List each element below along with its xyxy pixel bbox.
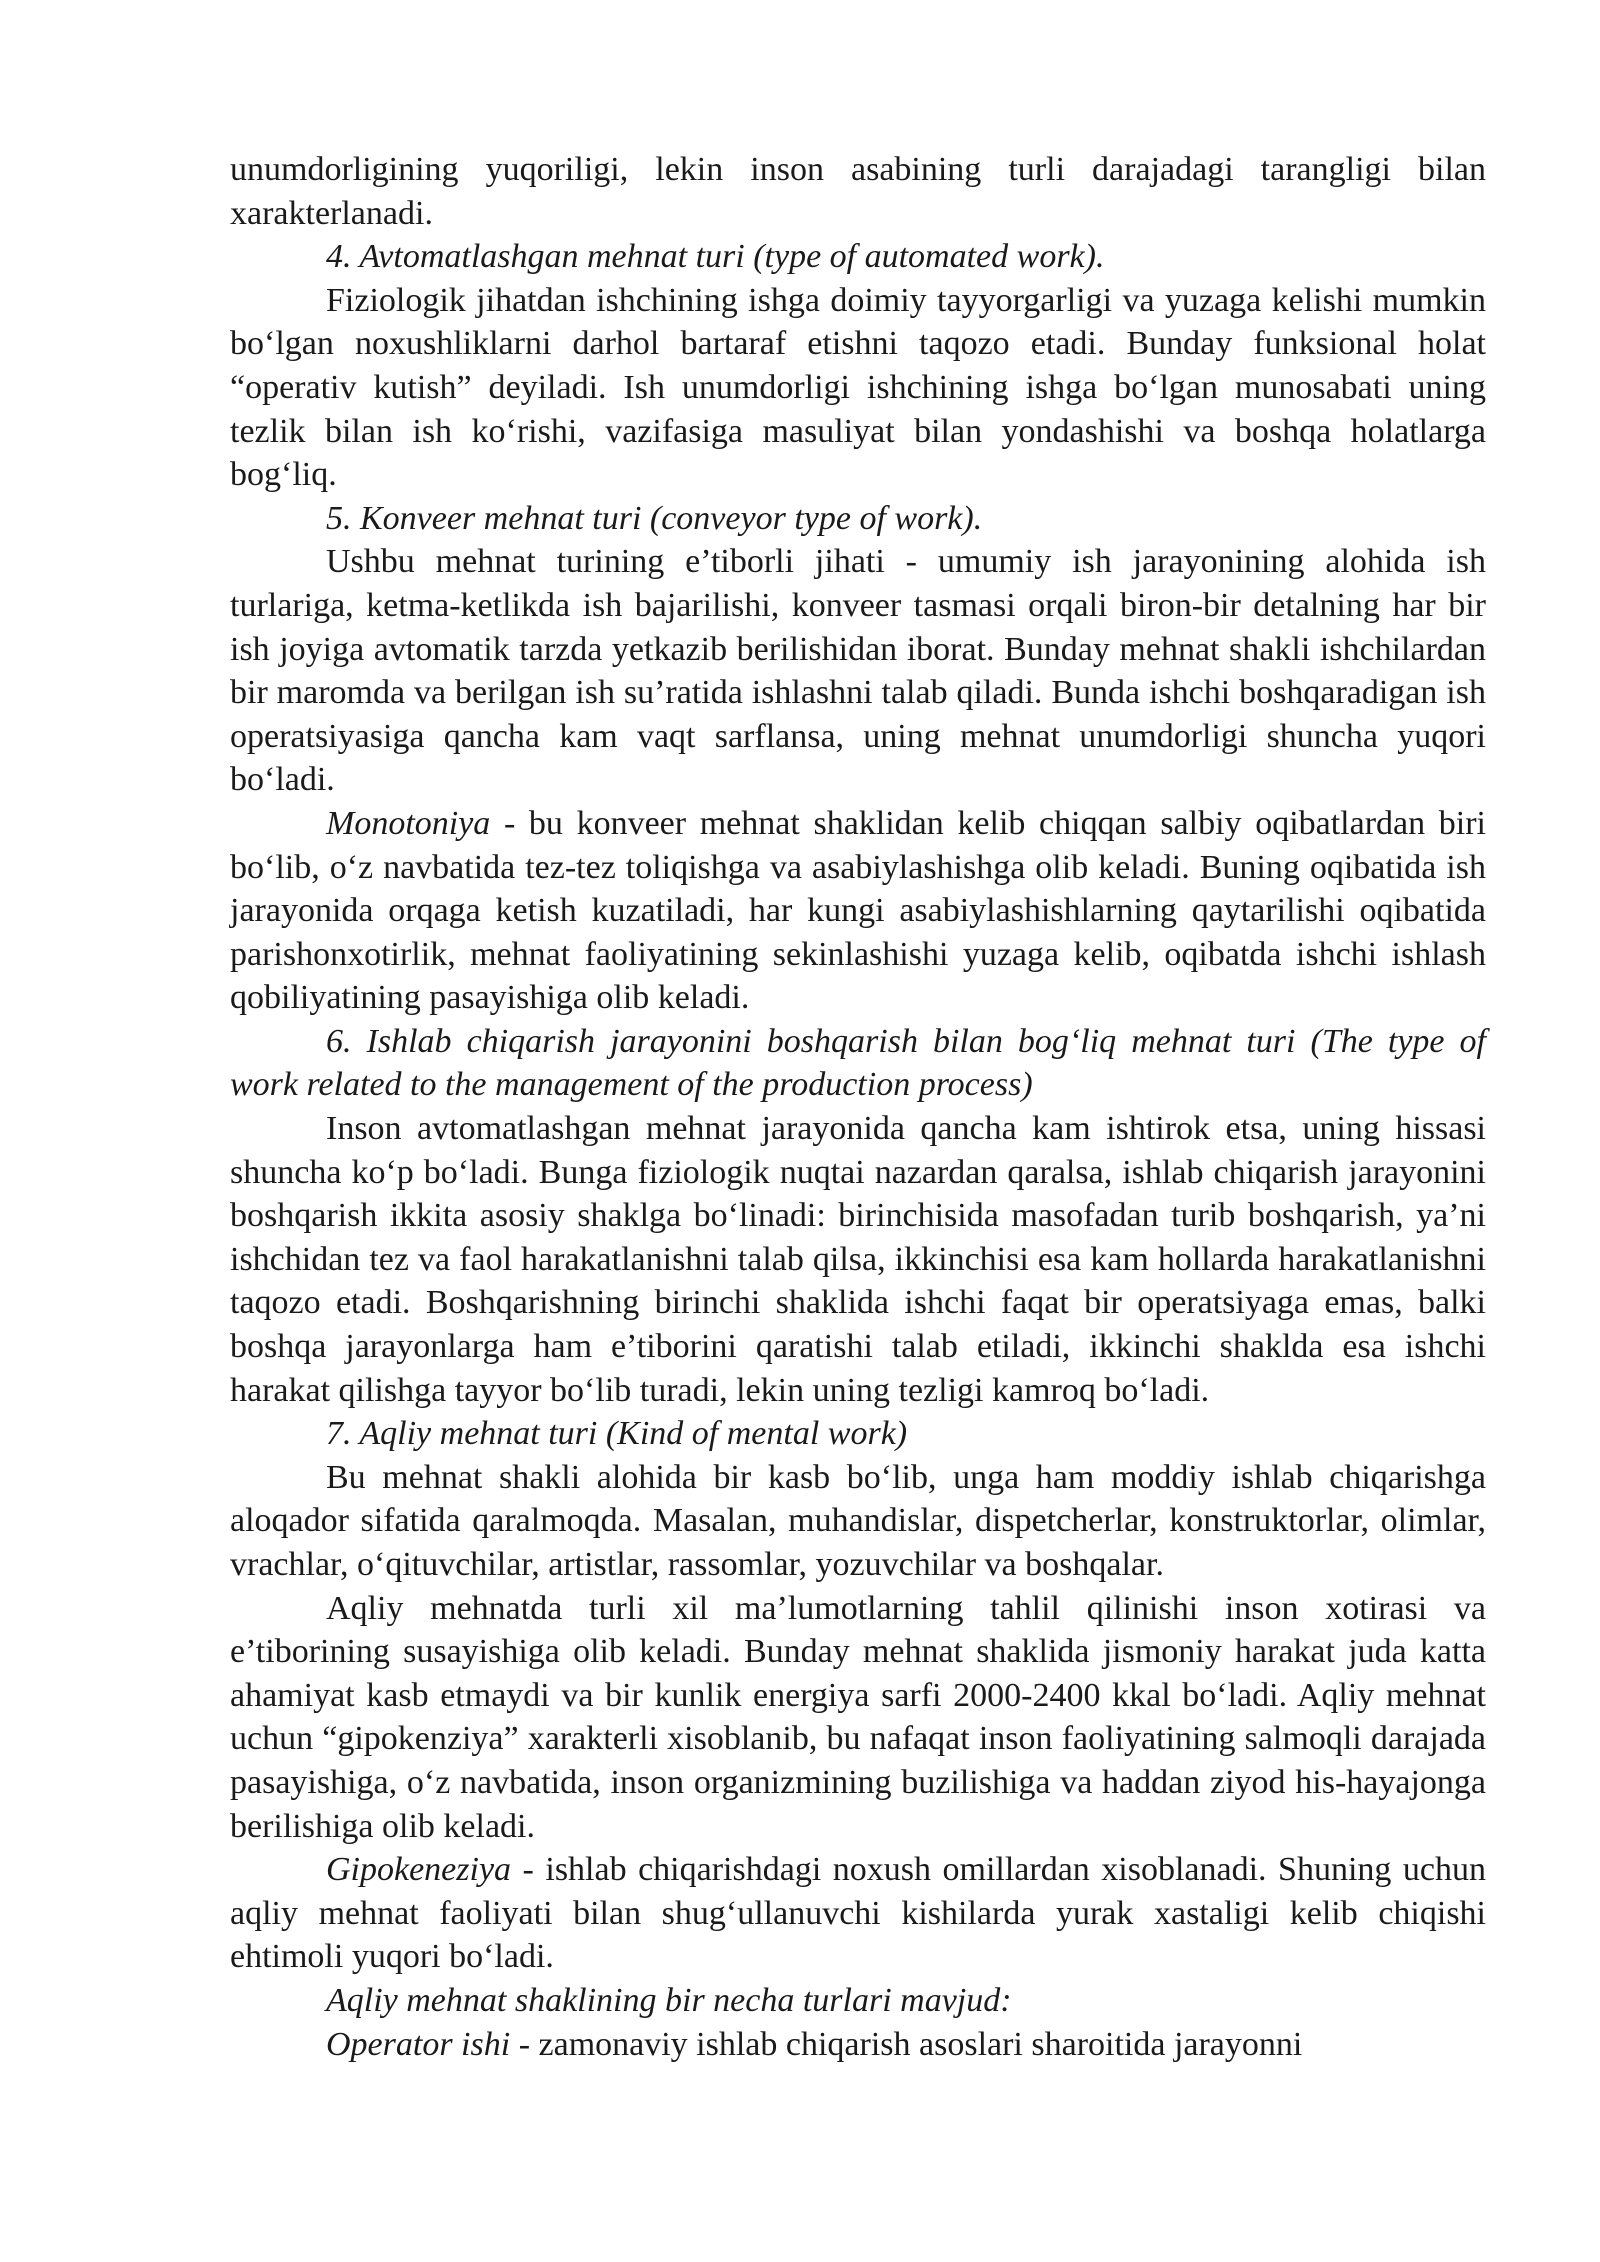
italic-term: Operator ishi bbox=[326, 2025, 511, 2063]
italic-heading: 5. Konveer mehnat turi (conveyor type of work). bbox=[326, 499, 983, 537]
paragraph-monotoniya bbox=[230, 802, 1486, 1020]
paragraph-4 bbox=[230, 540, 1486, 802]
text-run: Inson avtomatlashgan mehnat jarayonida qancha kam ishtirok etsa, uning hissasi shuncha koʻp boʻladi. Bunga fiziologik nuqtai nazardan qaralsa, ishlab chiqarish jarayonini boshqarish ikkita asosiy shaklga boʻlinadi: birinchisida masofadan turib boshqarish, ya’ni ishchidan tez va faol harakatlanishni talab qilsa, ikkinchisi esa kam hollarda harakatlanishni taqozo etadi. Boshqarishning birinchi shaklida ishchi faqat bir operatsiyaga emas, balki boshqa jarayonlarga ham e’tiborini qaratishi talab etiladi, ikkinchi shaklda esa ishchi harakat qilishga tayyor boʻlib turadi, lekin uning tezligi kamroq boʻladi. bbox=[230, 1110, 1486, 1409]
text-run: - ishlab chiqarishdagi noxush omillardan xisoblanadi. Shuning uchun aqliy mehnat faoliyati bilan shugʻullanuvchi kishilarda yurak xastaligi kelib chiqishi ehtimoli yuqori boʻladi. bbox=[230, 1851, 1486, 1976]
heading-conveyor-work bbox=[230, 497, 1486, 541]
text-run: - bu konveer mehnat shaklidan kelib chiqqan salbiy oqibatlardan biri boʻlib, oʻz navbatida tez-tez toliqishga va asabiylashishga olib keladi. Buning oqibatida ish jarayonida orqaga ketish kuzatiladi, har kungi asabiylashishlarning qaytarilishi oqibatida parishonxotirlik, mehnat faoliyatining sekinlashishi yuzaga kelib, oqibatda ishchi ishlash qobiliyatining pasayishiga olib keladi. bbox=[230, 804, 1486, 1017]
paragraph-9 bbox=[230, 1456, 1486, 1587]
italic-heading: 4. Avtomatlashgan mehnat turi (type of automated work). bbox=[326, 238, 1105, 276]
paragraph-2 bbox=[230, 279, 1486, 497]
italic-term: Gipokeneziya bbox=[326, 1851, 512, 1889]
text-run: unumdorligining yuqoriligi, lekin inson asabining turli darajadagi tarangligi bilan xarakterlanadi. bbox=[230, 151, 1486, 232]
paragraph-operator bbox=[230, 2023, 1486, 2067]
italic-term: Monotoniya bbox=[326, 804, 491, 842]
heading-mental-work bbox=[230, 1412, 1486, 1456]
paragraph-0 bbox=[230, 148, 1486, 235]
text-run: - zamonaviy ishlab chiqarish asoslari sharoitida jarayonni bbox=[510, 2025, 1303, 2063]
italic-heading: 7. Aqliy mehnat turi (Kind of mental work) bbox=[326, 1415, 908, 1453]
paragraph-gipokeneziya bbox=[230, 1848, 1486, 1979]
text-run: Aqliy mehnatda turli xil ma’lumotlarning tahlil qilinishi inson xotirasi va e’tiborining susayishiga olib keladi. Bunday mehnat shaklida jismoniy harakat juda katta ahamiyat kasb etmaydi va bir kunlik energiya sarfi 2000-2400 kkal boʻladi. Aqliy mehnat uchun “gipokenziya” bbox=[230, 1589, 1486, 1758]
heading-automated-work bbox=[230, 235, 1486, 279]
text-run: Bu mehnat shakli alohida bir kasb boʻlib, unga ham moddiy ishlab chiqarishga aloqador sifatida qaralmoqda. Masalan, muhandislar, dispetcherlar, konstruktorlar, olimlar, vrachlar, oʻqituvchilar, artistlar, rassomlar, yozuvchilar va boshqalar. bbox=[230, 1458, 1486, 1583]
italic-heading: Aqliy mehnat shaklining bir necha turlari mavjud: bbox=[326, 1981, 1012, 2019]
text-run: xarakterli xisoblanib, bu nafaqat inson faoliyatining salmoqli darajada pasayishiga, oʻz navbatida, inson organizmining buzilishiga va haddan ziyod his-hayajonga berilishiga olib keladi. bbox=[230, 1720, 1486, 1845]
heading-management-work bbox=[230, 1020, 1486, 1107]
paragraph-7 bbox=[230, 1107, 1486, 1412]
text-run: Fiziologik jihatdan ishchining ishga doimiy tayyorgarligi va yuzaga kelishi mumkin boʻlgan noxushliklarni darhol bartaraf etishni taqozo etadi. Bunday funksional holat “operativ kutish” deyiladi. Ish unumdorligi ishchining ishga boʻlgan munosabati uning tezlik bilan ish koʻrishi, vazifasiga masuliyat bilan yondashishi va boshqa holatlarga bogʻliq. bbox=[230, 281, 1486, 494]
paragraph-10 bbox=[230, 1587, 1486, 1849]
text-run: Ushbu mehnat turining e’tiborli jihati - umumiy ish jarayonining alohida ish turlariga, ketma-ketlikda ish bajarilishi, konveer tasmasi orqali biron-bir detalning har bir ish joyiga avtomatik tarzda yetkazib berilishidan iborat. Bunday mehnat shakli ishchilardan bir maromda va berilgan ish su’ratida ishlashni talab qiladi. Bunda ishchi boshqaradigan ish operatsiyasiga qancha kam vaqt sarflansa, uning mehnat unumdorligi shuncha yuqori boʻladi. bbox=[230, 543, 1486, 799]
italic-heading: 6. Ishlab chiqarish jarayonini boshqarish bilan bogʻliq mehnat turi (The type of work related to the management of the production process) bbox=[230, 1022, 1486, 1104]
heading-mental-types bbox=[230, 1979, 1486, 2023]
document-page bbox=[230, 148, 1486, 2066]
